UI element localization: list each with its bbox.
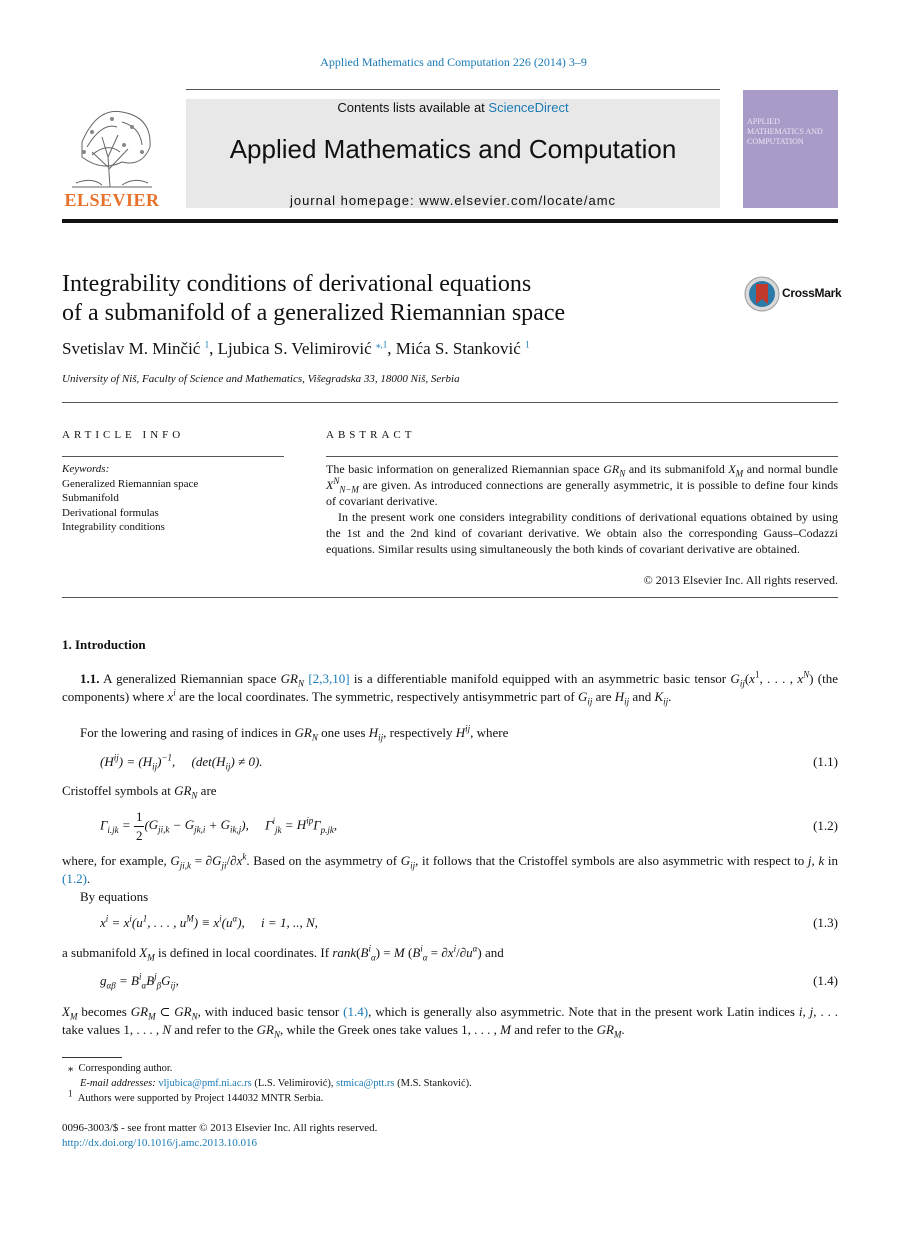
equation-number: (1.1) [813, 754, 838, 769]
keyword: Integrability conditions [62, 521, 165, 533]
divider [62, 402, 838, 403]
footnote-support: $^1$ Authors were supported by Project 144032 MNTR Serbia. [68, 1088, 324, 1104]
section-heading: 1. Introduction [62, 637, 146, 652]
keyword: Submanifold [62, 492, 119, 504]
affiliation-mark[interactable]: 1 [204, 339, 210, 350]
abstract-text: The basic information on generalized Riemannian space $GR_N$ and its submanifold $X_M$ and normal bundle $X^N_{N-M}$ are given. As introduced connections are generally asymmetric, it is possible to define four kinds of covariant derivative. In the present work one considers integrability conditions of derivational equations obtained by using the 1st and the 2nd kind of covariant derivative. We obtain also the corresponding Gauss–Codazzi equations. Similar results using simultaneously the both kinds of covariant derivative are obtained. [326, 462, 838, 556]
journal-homepage: journal homepage: www.elsevier.com/locate/amc [289, 193, 617, 208]
equation: $\Gamma_{i.jk}$ = $\frac{1}{2}$ $(G_{ji,k} - G_{jk,i} + G_{ik,j})$, $\Gamma^i_{jk} = H^{ip}\Gamma_{p.jk}$, [100, 809, 338, 843]
journal-title: Applied Mathematics and Computation [229, 134, 677, 164]
equation: $g_{\alpha\beta} = B^i_\alpha B^j_\beta G_{ij}$, [100, 971, 179, 991]
affiliation: University of Niš, Faculty of Science and Mathematics, Višegradska 33, 18000 Niš, Serbia [62, 373, 460, 385]
equation-number: (1.4) [813, 973, 838, 988]
crossmark-label[interactable]: CrossMark [782, 286, 842, 300]
homepage-url[interactable]: www.elsevier.com/locate/amc [419, 193, 617, 208]
body-paragraph: where, for example, $G_{ji,k} = \partial G_{ji}/\partial x^k$. Based on the asymmetry of $G_{ij}$, it follows that the Cristoffel symbols are also asymmetric with respect to j, k in (1.2). [62, 851, 838, 886]
affiliation-mark[interactable]: 1 [525, 339, 530, 350]
header-top-rule [186, 89, 720, 90]
author-list: Svetislav M. Minčić $^1$, Ljubica S. Velimirović $^{⁎,1}$, Mića S. Stanković $^1$ [62, 339, 530, 358]
journal-reference[interactable]: Applied Mathematics and Computation 226 (2014) 3–9 [320, 55, 587, 69]
journal-cover-text: APPLIED MATHEMATICS AND COMPUTATION [747, 117, 823, 146]
author-name[interactable]: Mića S. Stanković [395, 339, 521, 358]
equation: $(H^{ij}) = (H_{ij})^{-1}$, $(\det(H_{ij}) \ne 0)$. [100, 752, 263, 772]
keyword: Derivational formulas [62, 506, 159, 519]
footnote-emails: E-mail addresses: vljubica@pmf.ni.ac.rs (L.S. Velimirović), stmica@ptt.rs (M.S. Stanković). [80, 1078, 472, 1089]
email-link[interactable]: vljubica@pmf.ni.ac.rs [158, 1078, 252, 1089]
affiliation-mark[interactable]: ⁎,1 [375, 339, 388, 350]
keywords-block [62, 462, 284, 535]
divider [62, 456, 284, 457]
abstract-heading: ABSTRACT [326, 429, 416, 441]
footnote-rule [62, 1057, 122, 1058]
contents-line: Contents lists available at ScienceDirect [337, 100, 569, 115]
equation-number: (1.2) [813, 818, 838, 833]
copyright-notice: © 2013 Elsevier Inc. All rights reserved. [643, 573, 838, 587]
header-thick-rule [62, 219, 838, 223]
equation: $x^i = x^i(u^1$, . . . , $u^M) \equiv x^i(u^\alpha)$, i = 1, .., N, [100, 913, 318, 930]
body-paragraph: $X_M$ becomes $GR_M$ ⊂ $GR_N$, with induced basic tensor (1.4), which is generally also asymmetric. Note that in the present work Latin indices i, j, . . . take values 1, . . . , N and refer to the $GR_N$, while the Greek ones take values 1, . . . , M and refer to the $GR_M$. [62, 1004, 839, 1040]
publisher-name: ELSEVIER [64, 190, 160, 210]
divider [326, 456, 838, 457]
keyword: Generalized Riemannian space [62, 477, 199, 490]
sciencedirect-link[interactable]: ScienceDirect [488, 100, 569, 115]
author-name[interactable]: Ljubica S. Velimirović [217, 339, 372, 358]
article-title: Integrability conditions of derivational equations of a submanifold of a generalized Riemannian space [62, 271, 566, 326]
author-name[interactable]: Svetislav M. Minčić [62, 339, 201, 358]
body-paragraph: 1.1. A generalized Riemannian space $GR_N$ [2,3,10] is a differentiable manifold equipped with an asymmetric basic tensor $G_{ij}(x^1$, . . . , $x^N$) (the components) where $x^i$ are the local coordinates. The symmetric, respectively antisymmetric part of $G_{ij}$ are $H_{ij}$ and $K_{ij}$. [62, 669, 838, 707]
body-paragraph: a submanifold $X_M$ is defined in local coordinates. If $rank(B^i_\alpha) = M$ $(B^i_\alpha = \partial x^i/\partial u^\alpha)$ and [62, 943, 504, 963]
keywords-label: Keywords: [62, 463, 110, 475]
equation-number: (1.3) [813, 915, 838, 930]
body-paragraph: For the lowering and rasing of indices in $GR_N$ one uses $H_{ij}$, respectively $H^{ij}$, where [80, 723, 509, 743]
body-paragraph: Cristoffel symbols at $GR_N$ are [62, 783, 217, 801]
article-info-heading: ARTICLE INFO [62, 429, 185, 441]
footnote-corresponding: ⁎ Corresponding author. [68, 1063, 173, 1074]
front-matter: 0096-3003/$ - see front matter © 2013 Elsevier Inc. All rights reserved. [62, 1122, 378, 1134]
divider [62, 597, 838, 598]
journal-cover-image [743, 90, 838, 208]
crossmark-icon[interactable] [744, 276, 780, 312]
doi-link[interactable]: http://dx.doi.org/10.1016/j.amc.2013.10.016 [62, 1137, 258, 1149]
body-paragraph: By equations [80, 889, 149, 904]
email-link[interactable]: stmica@ptt.rs [336, 1078, 395, 1089]
